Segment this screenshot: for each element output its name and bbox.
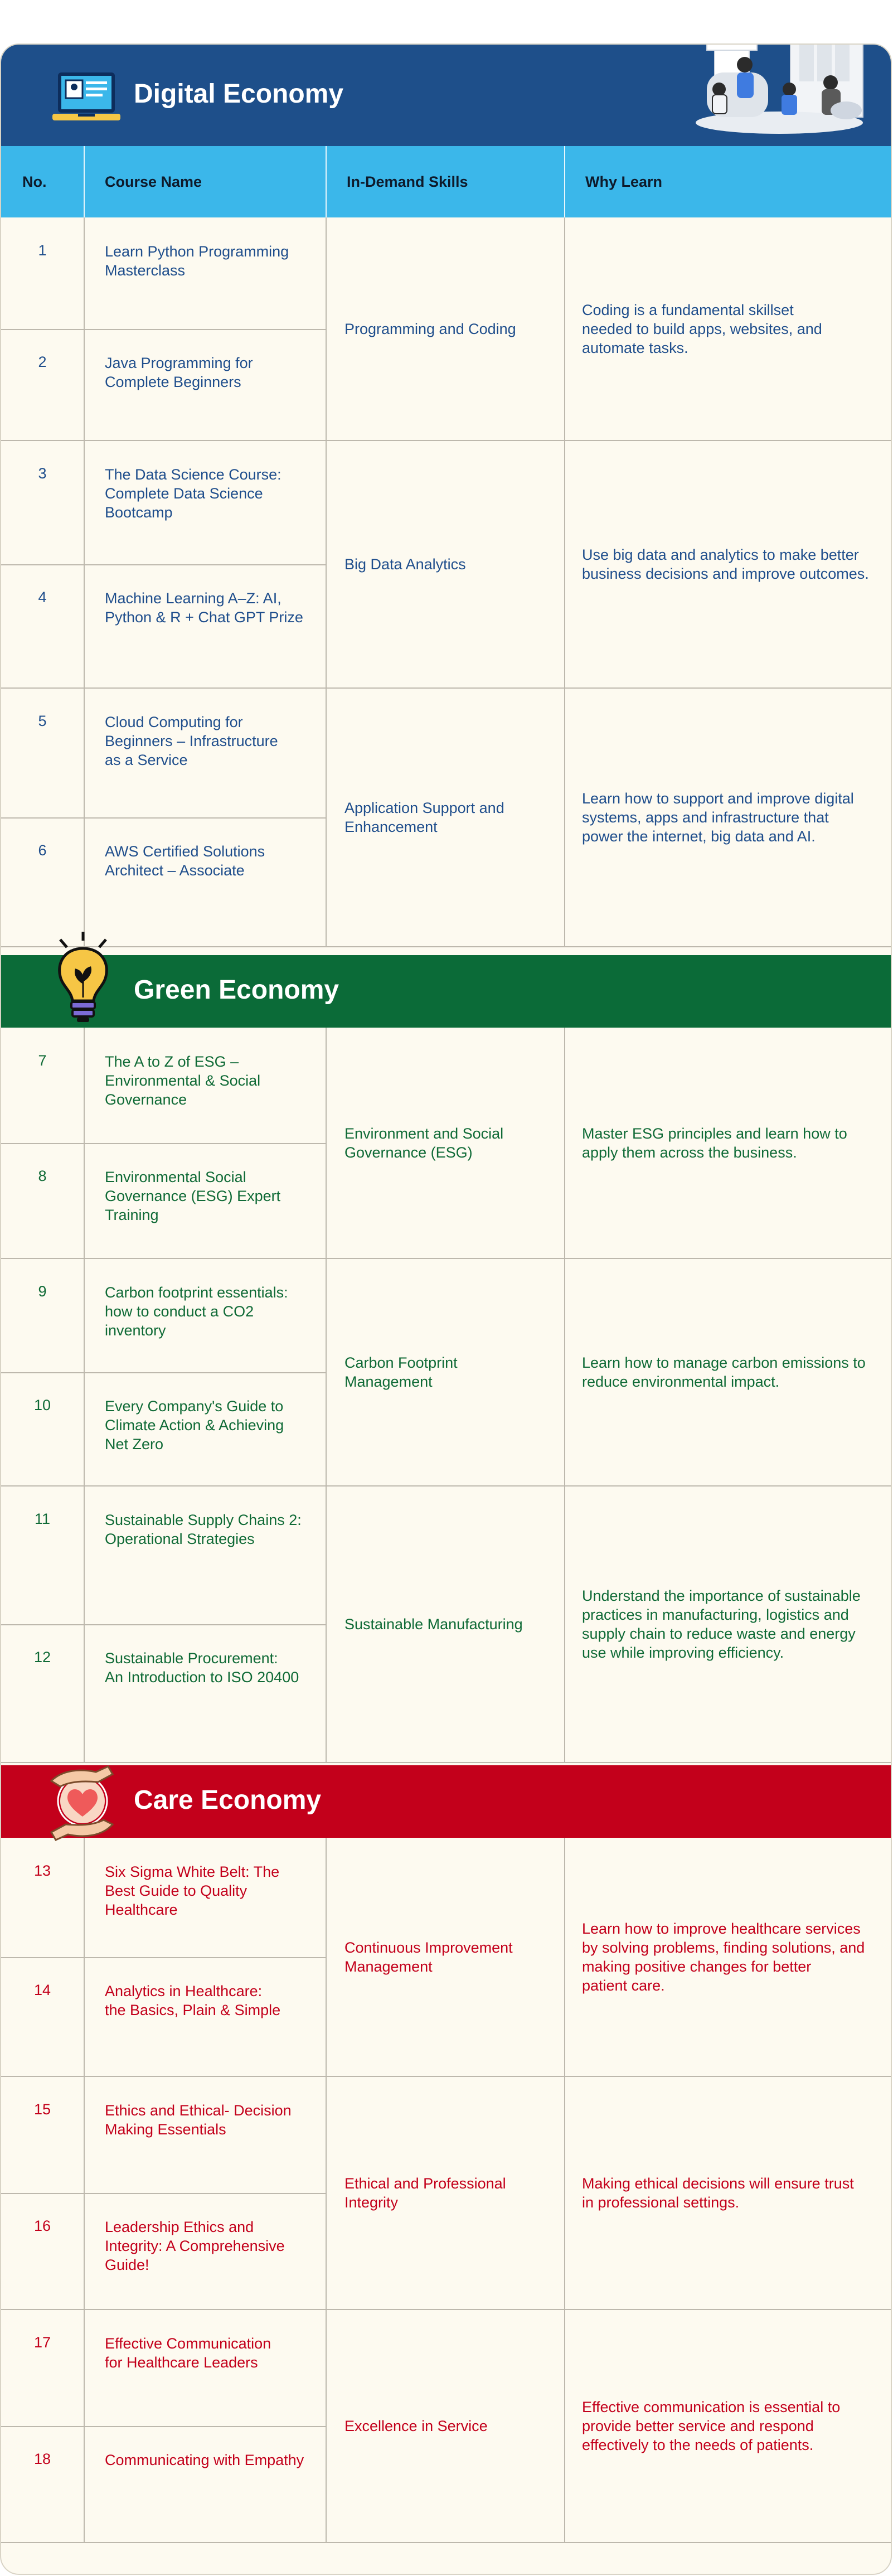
- group-divider: [1, 440, 892, 441]
- column-divider: [326, 1838, 327, 2076]
- column-divider: [84, 2076, 85, 2309]
- column-divider: [564, 688, 565, 947]
- course-number: 16: [33, 2217, 51, 2234]
- in-demand-skill: Ethical and Professional Integrity: [344, 2175, 506, 2211]
- row-divider: [1, 2426, 326, 2427]
- course-number: 5: [38, 713, 47, 729]
- why-learn-text: Understand the importance of sustainable practices in manufacturing, logistics and supply chain to reduce waste and energy use while improving efficiency.: [582, 1587, 861, 1661]
- why-learn-text: Making ethical decisions will ensure trust in professional settings.: [582, 2175, 854, 2211]
- column-divider: [564, 2309, 565, 2543]
- row-divider: [1, 564, 326, 565]
- course-number: 12: [33, 1649, 51, 1665]
- group-divider: [1, 2542, 892, 2543]
- why-learn-text: Master ESG principles and learn how to apply them across the business.: [582, 1125, 847, 1161]
- course-number: 15: [33, 2101, 51, 2118]
- course-name: Leadership Ethics and Integrity: A Comprehensive Guide!: [105, 2219, 285, 2273]
- row-divider: [1, 1624, 326, 1625]
- in-demand-skill: Sustainable Manufacturing: [344, 1616, 523, 1633]
- section-title: Green Economy: [134, 975, 339, 1005]
- header-no: No.: [22, 173, 47, 190]
- course-number: 4: [38, 589, 47, 606]
- course-number: 2: [38, 354, 47, 370]
- course-number: 13: [33, 1862, 51, 1879]
- column-divider: [84, 146, 85, 217]
- course-name: The Data Science Course: Complete Data Science Bootcamp: [105, 466, 282, 521]
- section-banner-digital-economy: [1, 45, 892, 146]
- column-divider: [84, 688, 85, 947]
- in-demand-skill: Continuous Improvement Management: [344, 1939, 513, 1975]
- column-divider: [84, 1028, 85, 1258]
- course-number: 10: [33, 1397, 51, 1413]
- course-number: 1: [38, 242, 47, 259]
- column-divider: [84, 1838, 85, 2076]
- header-in-demand-skills: In-Demand Skills: [347, 173, 468, 190]
- course-number: 11: [34, 1510, 51, 1527]
- header-course-name: Course Name: [105, 173, 202, 190]
- column-divider: [326, 217, 327, 440]
- why-learn-text: Learn how to improve healthcare services by solving problems, finding solutions, and making positive changes for better patient care.: [582, 1920, 865, 1994]
- lightbulb-icon: [52, 932, 114, 1029]
- column-divider: [564, 1486, 565, 1762]
- column-divider: [326, 146, 327, 217]
- column-divider: [326, 688, 327, 947]
- in-demand-skill: Programming and Coding: [344, 321, 516, 337]
- column-divider: [564, 146, 565, 217]
- section-title: Care Economy: [134, 1785, 322, 1815]
- column-divider: [326, 2309, 327, 2543]
- why-learn-text: Learn how to manage carbon emissions to reduce environmental impact.: [582, 1354, 866, 1390]
- course-number: 6: [38, 842, 47, 859]
- group-divider: [1, 1485, 892, 1486]
- why-learn-text: Effective communication is essential to provide better service and respond effectively to the needs of patients.: [582, 2399, 841, 2453]
- course-number: 7: [38, 1052, 47, 1069]
- in-demand-skill: Environment and Social Governance (ESG): [344, 1125, 504, 1161]
- in-demand-skill: Carbon Footprint Management: [344, 1354, 458, 1390]
- course-number: 8: [38, 1168, 47, 1184]
- in-demand-skill: Big Data Analytics: [344, 556, 466, 573]
- course-name: Six Sigma White Belt: The Best Guide to Quality Healthcare: [105, 1863, 280, 1918]
- row-divider: [1, 2193, 326, 2194]
- group-divider: [1, 1762, 892, 1763]
- column-divider: [84, 2309, 85, 2543]
- row-divider: [1, 1143, 326, 1144]
- row-divider: [1, 1372, 326, 1373]
- column-divider: [326, 1258, 327, 1486]
- course-name: Sustainable Supply Chains 2: Operational Strategies: [105, 1512, 302, 1547]
- course-table-card: [0, 43, 892, 2575]
- course-name: Environmental Social Governance (ESG) Expert Training: [105, 1169, 281, 1223]
- column-divider: [326, 1028, 327, 1258]
- course-name: Communicating with Empathy: [105, 2452, 304, 2468]
- column-divider: [564, 217, 565, 440]
- column-divider: [84, 1486, 85, 1762]
- column-divider: [564, 2076, 565, 2309]
- row-divider: [1, 817, 326, 819]
- group-divider: [1, 687, 892, 689]
- group-divider: [1, 2309, 892, 2310]
- course-number: 14: [33, 1982, 51, 1998]
- course-name: Java Programming for Complete Beginners: [105, 355, 253, 390]
- course-number: 18: [33, 2451, 51, 2467]
- why-learn-text: Use big data and analytics to make better business decisions and improve outcomes.: [582, 546, 869, 582]
- in-demand-skill: Excellence in Service: [344, 2418, 488, 2434]
- column-divider: [84, 440, 85, 688]
- course-name: Ethics and Ethical- Decision Making Essentials: [105, 2102, 292, 2138]
- section-title: Digital Economy: [134, 79, 344, 109]
- course-name: Cloud Computing for Beginners – Infrastructure as a Service: [105, 714, 278, 768]
- table-header-row: [1, 146, 892, 217]
- group-divider: [1, 946, 892, 947]
- course-name: The A to Z of ESG – Environmental & Social Governance: [105, 1053, 261, 1108]
- column-divider: [564, 1028, 565, 1258]
- course-name: AWS Certified Solutions Architect – Associate: [105, 843, 265, 879]
- course-name: Analytics in Healthcare: the Basics, Plain & Simple: [105, 1983, 281, 2018]
- why-learn-text: Learn how to support and improve digital systems, apps and infrastructure that power the internet, big data and AI.: [582, 790, 854, 845]
- course-name: Carbon footprint essentials: how to conduct a CO2 inventory: [105, 1284, 288, 1339]
- laptop-icon: [52, 70, 120, 129]
- course-name: Sustainable Procurement: An Introduction to ISO 20400: [105, 1650, 299, 1686]
- course-number: 3: [38, 465, 47, 482]
- heart-hands-icon: [40, 1759, 124, 1851]
- header-why-learn: Why Learn: [585, 173, 663, 190]
- course-number: 17: [33, 2334, 51, 2351]
- section-banner-care-economy: [1, 1765, 892, 1838]
- course-name: Every Company's Guide to Climate Action & Achieving Net Zero: [105, 1398, 284, 1452]
- column-divider: [564, 440, 565, 688]
- course-name: Learn Python Programming Masterclass: [105, 243, 289, 279]
- column-divider: [564, 1258, 565, 1486]
- column-divider: [326, 2076, 327, 2309]
- column-divider: [564, 1838, 565, 2076]
- column-divider: [84, 217, 85, 440]
- group-divider: [1, 2076, 892, 2077]
- why-learn-text: Coding is a fundamental skillset needed to build apps, websites, and automate tasks.: [582, 302, 822, 356]
- group-divider: [1, 1258, 892, 1259]
- row-divider: [1, 1957, 326, 1958]
- in-demand-skill: Application Support and Enhancement: [344, 800, 504, 835]
- course-name: Machine Learning A–Z: AI, Python & R + Chat GPT Prize: [105, 590, 303, 626]
- section-banner-green-economy: [1, 955, 892, 1028]
- course-name: Effective Communication for Healthcare Leaders: [105, 2335, 271, 2371]
- column-divider: [326, 440, 327, 688]
- column-divider: [84, 1258, 85, 1486]
- row-divider: [1, 329, 326, 330]
- course-number: 9: [38, 1283, 47, 1300]
- column-divider: [326, 1486, 327, 1762]
